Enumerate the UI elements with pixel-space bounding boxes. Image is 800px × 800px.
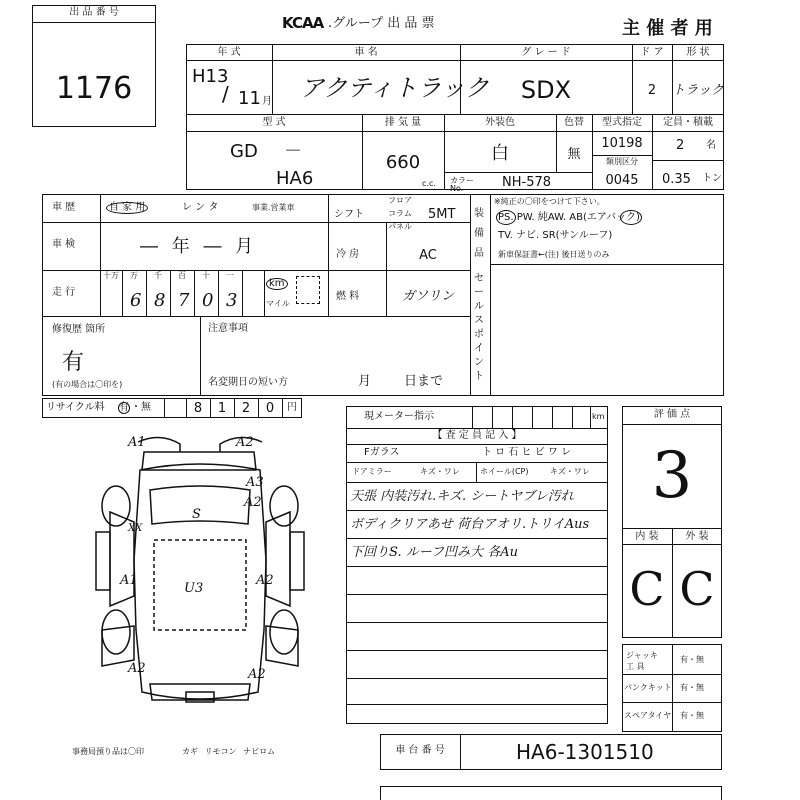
mileage-mile: マイル [266,299,290,308]
color-no-label: カラー No. [450,176,474,193]
interior-grade: C [629,562,665,616]
inspection-line: 下回りS. ルーフ凹み大 各Au [350,545,518,560]
type-spec-value: 10198 [601,136,643,151]
damage-mark: A2 [244,495,262,510]
inspection-line: 天張 内装汚れ.キズ. シートヤブレ汚れ [350,489,574,504]
office-items: カギ リモコン ナビロム [182,747,276,756]
model-value: HA6 [276,168,314,189]
fuel-label: 燃 料 [336,291,360,302]
puncture-value: 有・無 [680,683,704,692]
color-change-value: 無 [567,147,581,162]
mileage-unit-1k: 千 [154,271,162,280]
model-prefix: GD [230,141,258,162]
deadline-month: 月 [358,374,372,389]
equipment-line1: PS. PW. 純AW. AB(エアバック) [498,212,640,223]
recycle-label: リサイクル料 [46,402,105,413]
exterior-grade: C [679,562,715,616]
rating-label: 評 価 点 [653,409,691,420]
capacity-value: 2 [676,138,685,153]
recycle-digit: 2 [241,401,251,416]
equipment-label: 装 備 品 [474,208,484,259]
deadline-day: 日まで [404,374,444,389]
meter-unit: km [592,412,605,421]
color-label: 外装色 [485,117,515,128]
equipment-note: ※純正の〇印をつけて下さい。 [494,197,605,206]
car-name-label: 車 名 [354,47,378,58]
sales-point-label: セールスポイント [474,273,484,382]
car-damage-diagram [80,430,320,720]
color-value: 白 [491,143,509,164]
color-no-value: NH-578 [502,175,552,190]
damage-mark: S [192,507,201,522]
inspection-line: ボディクリアあせ 荷台アオリ.トリイAus [350,517,590,532]
shape-value: トラック [672,83,724,98]
spare-value: 有・無 [680,711,704,720]
lot-number: 1176 [55,71,133,106]
jack-label: ジャッキ 工 具 [626,651,658,671]
aircon-value: AC [419,248,437,263]
capacity-label: 定員・積載 [663,117,713,128]
notes-label: 注意事項 [208,323,248,334]
year-value: H13 [192,66,229,87]
damage-mark: U3 [184,581,204,596]
mileage-label: 走 行 [52,287,76,298]
model-dash: － [284,141,302,162]
form-title: .グループ 出 品 票 [328,16,435,31]
deadline-label: 名変期日の短い方 [208,377,288,388]
cc-unit: c.c. [422,179,436,188]
chassis-label: 車 台 番 号 [395,745,445,756]
car-name-value: アクティトラック [300,74,489,102]
doors-label: ド ア [640,47,664,58]
kcaa-logo: KCAA [282,14,324,32]
mileage-digit: 0 [202,290,214,311]
model-label: 型 式 [262,117,286,128]
year-label: 年 式 [217,47,241,58]
mileage-unit-100k: 十万 [103,271,119,280]
capacity-unit: 名 [706,140,716,151]
lot-number-label: 出 品 番 号 [69,7,119,18]
recycle-nashi: ・無 [131,402,151,413]
shift-floor: フロア [388,196,412,205]
office-note: 事務局預り品は〇印 [72,747,144,756]
mileage-km: km [266,278,288,290]
doors-value: 2 [647,83,657,98]
aircon-label: 冷 房 [336,249,360,260]
mileage-unit-1: 一 [226,271,234,280]
wheel-options: キズ・ワレ [550,467,590,476]
shape-label: 形 状 [686,47,710,58]
mileage-digit: 3 [226,290,238,311]
recycle-ari: 有 [119,402,129,413]
repair-note: (有の場合は〇印を) [52,380,123,389]
history-private: 自 家 用 [106,202,148,214]
recycle-digit: 0 [265,401,275,416]
fuel-value: ガソリン [401,289,454,304]
damage-mark: A2 [128,661,146,676]
lot-number-box [32,5,156,127]
grade-value: SDX [520,76,572,104]
shaken-value: ― 年 ― 月 [140,236,258,257]
damage-mark: XX [128,523,143,534]
color-change-label: 色替 [564,117,584,128]
grade-label: グ レ ー ド [521,47,571,58]
exterior-label: 外 装 [685,531,709,542]
shift-column: コラム [388,209,412,218]
mileage-unit-100: 百 [178,271,186,280]
chassis-number: HA6-1301510 [516,740,654,764]
inspector-label: 【 査 定 員 記 入 】 [432,430,522,441]
recycle-digit: 1 [217,401,227,416]
interior-label: 内 装 [635,531,659,542]
category-value: 0045 [605,173,639,188]
mileage-unit-10k: 万 [130,271,138,280]
displacement-label: 排 気 量 [384,117,422,128]
damage-mark: A2 [256,573,274,588]
spare-label: スペアタイヤ [624,711,672,720]
type-spec-label: 型式指定 [602,117,642,128]
glass-options: ト ロ 石 ヒ ビ ワ レ [482,447,572,458]
damage-mark: A3 [246,475,264,490]
equipment-line2: TV. ナビ. SR(サンルーフ) [498,230,613,241]
damage-mark: A1 [128,435,146,450]
repair-value: 有 [62,350,85,375]
mileage-digit: 6 [130,290,142,311]
history-business: 事業.営業車 [252,203,295,212]
mileage-unit-10: 十 [202,271,210,280]
mileage-digit: 8 [154,290,166,311]
displacement-value: 660 [385,152,421,173]
warranty-note: 新車保証書←(注) 後日送りのみ [498,250,610,259]
puncture-label: パンクキット [624,683,672,692]
recycle-yen: 円 [287,402,297,413]
damage-mark: A2 [236,435,254,450]
mirror-options: キズ・ワレ [420,467,460,476]
history-table [42,194,724,396]
shift-value: 5MT [428,207,456,222]
repair-label: 修復歴 箇所 [52,324,106,335]
load-value: 0.35 [662,172,691,187]
rating-score: 3 [651,439,693,513]
category-label: 類別区分 [606,157,638,166]
owner-use-label: 主 催 者 用 [622,18,713,39]
damage-mark: A1 [120,573,138,588]
history-label: 車 歴 [52,202,76,213]
mirror-label: ドアミラー [352,467,392,476]
month-value: 11 [238,88,261,109]
shift-panel: パネル [388,222,412,231]
shaken-label: 車 検 [52,239,76,250]
glass-label: Fガラス [364,447,400,458]
meter-label: 現メーター指示 [364,411,434,422]
load-unit: トン [702,173,722,184]
damage-mark: A2 [248,667,266,682]
wheel-label: ホイール(CP) [480,467,529,476]
recycle-digit: 8 [193,401,203,416]
history-rental: レ ン タ [182,202,219,213]
mileage-digit: 7 [178,290,190,311]
shift-label: シフト [334,209,364,220]
month-unit: 月 [262,96,272,107]
jack-value: 有・無 [680,655,704,664]
